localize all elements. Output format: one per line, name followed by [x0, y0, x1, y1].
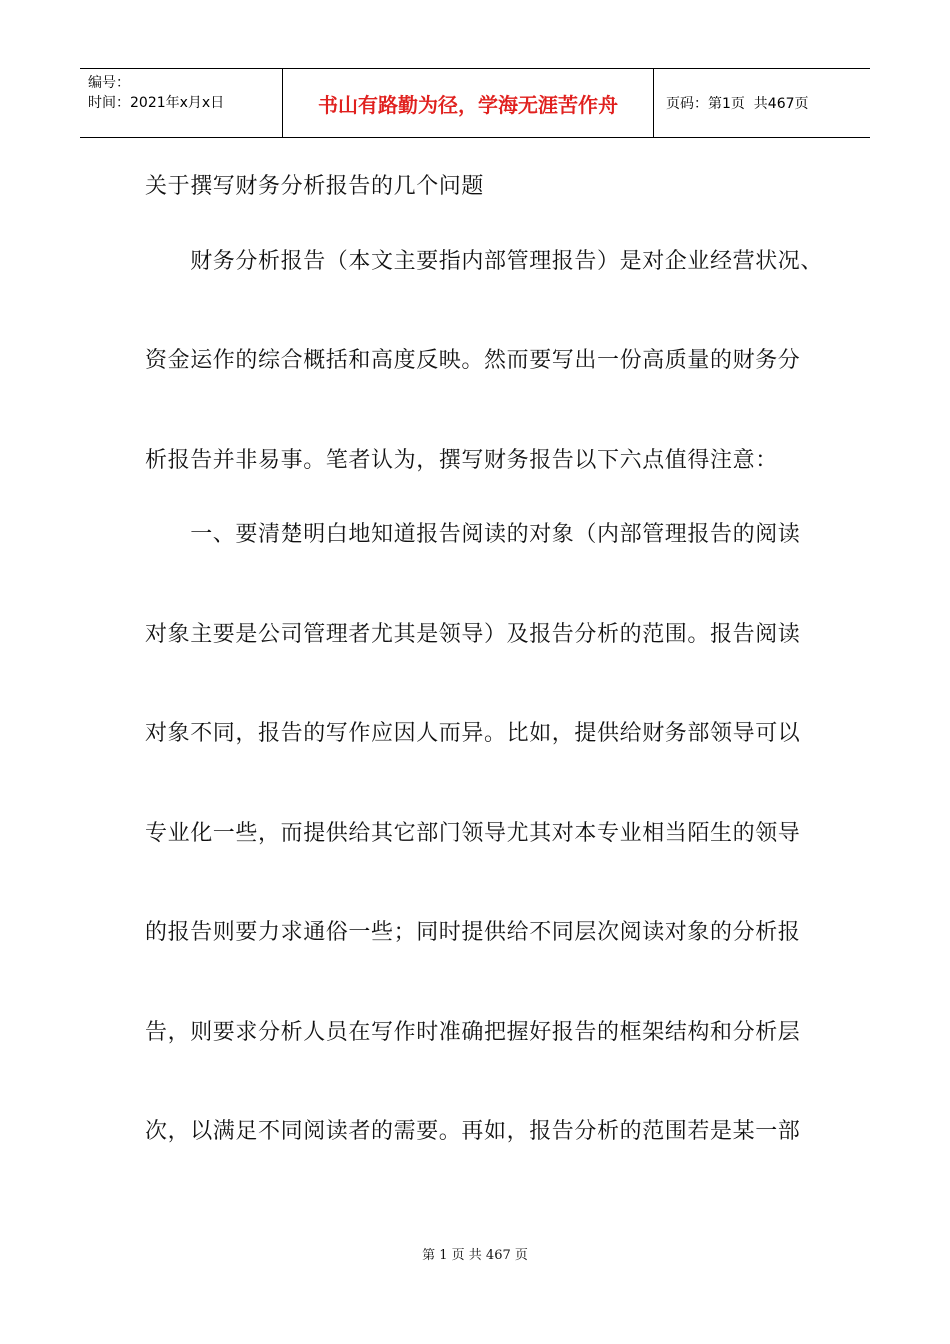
paragraph-line: 一、要清楚明白地知道报告阅读的对象（内部管理报告的阅读	[145, 522, 801, 547]
paragraph-line: 析报告并非易事。笔者认为，撰写财务报告以下六点值得注意：	[145, 448, 778, 473]
document-header	[80, 68, 870, 138]
paragraph-line: 资金运作的综合概括和高度反映。然而要写出一份高质量的财务分	[145, 348, 801, 373]
header-slogan: 书山有路勤为径，学海无涯苦作舟	[282, 69, 654, 137]
header-meta	[80, 69, 282, 137]
header-page-info-text: 页码：第1页 共467页	[666, 96, 809, 112]
paragraph-line: 财务分析报告（本文主要指内部管理报告）是对企业经营状况、	[145, 249, 824, 274]
paragraph-line: 对象不同，报告的写作应因人而异。比如，提供给财务部领导可以	[145, 721, 801, 746]
paragraph-line: 对象主要是公司管理者尤其是领导）及报告分析的范围。报告阅读	[145, 622, 801, 647]
document-date: 时间：2021年x月x日	[88, 95, 225, 111]
header-page-info	[654, 69, 870, 137]
page-footer: 第 1 页 共 467 页	[422, 1248, 528, 1263]
document-title: 关于撰写财务分析报告的几个问题	[145, 174, 485, 199]
paragraph-line: 的报告则要力求通俗一些；同时提供给不同层次阅读对象的分析报	[145, 920, 801, 945]
document-number-label: 编号：	[88, 75, 130, 91]
paragraph-line: 专业化一些，而提供给其它部门领导尤其对本专业相当陌生的领导	[145, 821, 801, 846]
paragraph-line: 告，则要求分析人员在写作时准确把握好报告的框架结构和分析层	[145, 1020, 801, 1045]
paragraph-line: 次，以满足不同阅读者的需要。再如，报告分析的范围若是某一部	[145, 1119, 801, 1144]
